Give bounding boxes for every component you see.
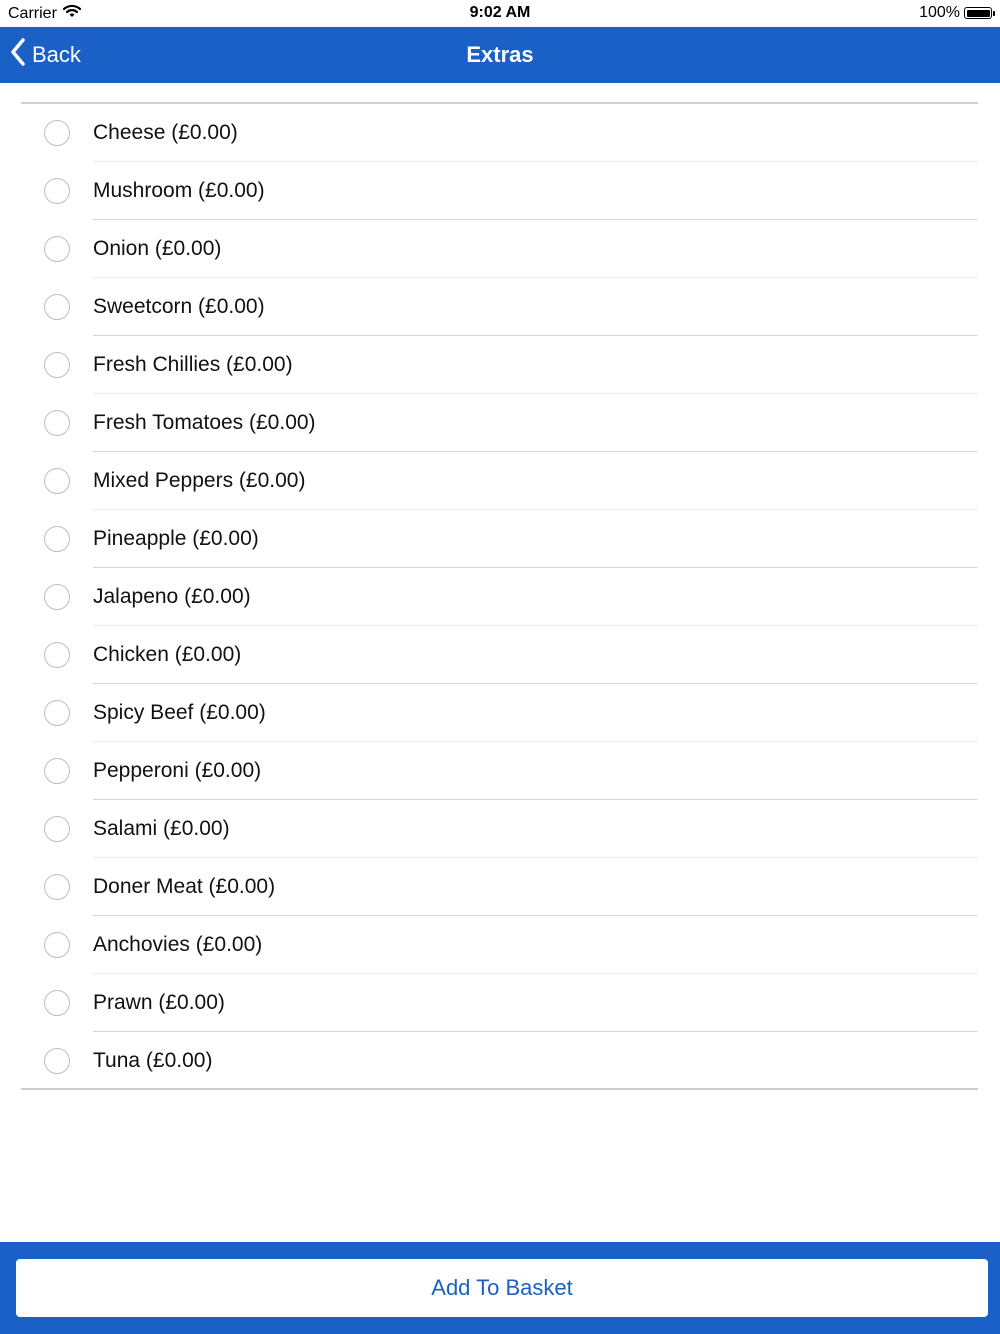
radio-button[interactable]: [44, 120, 70, 146]
extra-label: Anchovies (£0.00): [93, 933, 263, 956]
add-to-basket-button[interactable]: Add To Basket: [16, 1259, 988, 1317]
extra-label: Spicy Beef (£0.00): [93, 701, 266, 724]
radio-button[interactable]: [44, 410, 70, 436]
list-item[interactable]: [21, 626, 978, 684]
radio-button[interactable]: [44, 584, 70, 610]
list-item[interactable]: [21, 394, 978, 452]
carrier-label: Carrier: [8, 4, 57, 22]
extra-label: Pepperoni (£0.00): [93, 759, 262, 782]
battery-percent: 100%: [919, 4, 960, 21]
radio-button[interactable]: [44, 526, 70, 552]
list-item[interactable]: [21, 858, 978, 916]
list-item[interactable]: [21, 916, 978, 974]
extra-label: Sweetcorn (£0.00): [93, 295, 265, 318]
extra-label: Onion (£0.00): [93, 237, 222, 260]
list-item[interactable]: [21, 568, 978, 626]
list-item[interactable]: [21, 742, 978, 800]
navigation-bar: [0, 27, 1000, 83]
extras-list: [21, 102, 978, 1090]
list-item[interactable]: [21, 974, 978, 1032]
radio-button[interactable]: [44, 1048, 70, 1074]
battery-icon: [964, 7, 992, 19]
radio-button[interactable]: [44, 990, 70, 1016]
radio-button[interactable]: [44, 758, 70, 784]
radio-button[interactable]: [44, 642, 70, 668]
extra-label: Salami (£0.00): [93, 817, 230, 840]
list-item[interactable]: [21, 104, 978, 162]
extra-label: Chicken (£0.00): [93, 643, 242, 666]
extra-label: Fresh Tomatoes (£0.00): [93, 411, 316, 434]
radio-button[interactable]: [44, 178, 70, 204]
extra-label: Jalapeno (£0.00): [93, 585, 251, 608]
extra-label: Fresh Chillies (£0.00): [93, 353, 293, 376]
radio-button[interactable]: [44, 352, 70, 378]
radio-button[interactable]: [44, 816, 70, 842]
list-item[interactable]: [21, 220, 978, 278]
extra-label: Tuna (£0.00): [93, 1049, 213, 1072]
list-item[interactable]: [21, 162, 978, 220]
radio-button[interactable]: [44, 294, 70, 320]
radio-button[interactable]: [44, 468, 70, 494]
radio-button[interactable]: [44, 236, 70, 262]
extra-label: Prawn (£0.00): [93, 991, 225, 1014]
list-item[interactable]: [21, 800, 978, 858]
chevron-left-icon: [10, 38, 26, 72]
status-right: [919, 4, 992, 22]
list-item[interactable]: [21, 278, 978, 336]
extra-label: Cheese (£0.00): [93, 121, 238, 144]
page-title: Extras: [466, 42, 534, 67]
extra-label: Mixed Peppers (£0.00): [93, 469, 306, 492]
list-item[interactable]: [21, 336, 978, 394]
extra-label: Mushroom (£0.00): [93, 179, 265, 202]
extra-label: Pineapple (£0.00): [93, 527, 259, 550]
extra-label: Doner Meat (£0.00): [93, 875, 276, 898]
list-item[interactable]: [21, 510, 978, 568]
radio-button[interactable]: [44, 874, 70, 900]
back-button[interactable]: [10, 27, 81, 83]
list-item[interactable]: [21, 452, 978, 510]
row-separator: [21, 1088, 978, 1090]
radio-button[interactable]: [44, 700, 70, 726]
list-item[interactable]: [21, 1032, 978, 1090]
radio-button[interactable]: [44, 932, 70, 958]
status-time: 9:02 AM: [469, 4, 531, 21]
back-label: Back: [32, 42, 81, 67]
list-item[interactable]: [21, 684, 978, 742]
bottom-bar: [0, 1242, 1000, 1334]
status-bar: [0, 0, 1000, 27]
battery-fill: [967, 10, 990, 17]
